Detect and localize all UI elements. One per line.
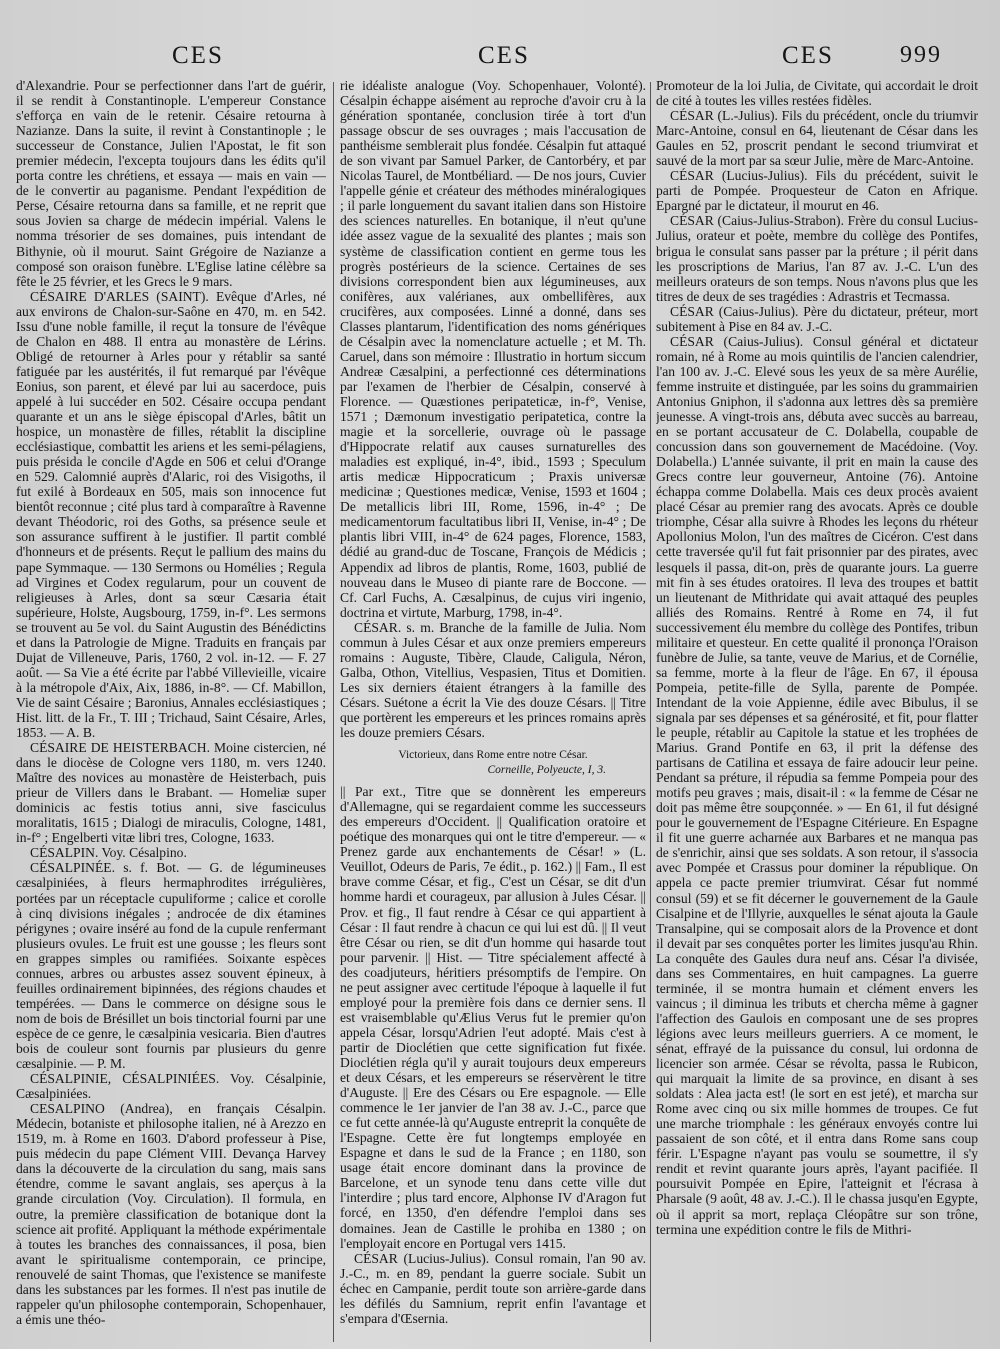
- entry-cesaire-d-arles: CÉSAIRE D'ARLES (SAINT). Evêque d'Arles, né aux environs de Chalon-sur-Saône en 470, m. en 542. Issu d'une noble famille, il reçut la tonsure de l'évêque de Chalon en 488. Il entra au monastère de Lérins. Obligé de retourner à Arles pour y rétablir sa santé fatiguée par les austérités, il fut remarqué par l'évêque Eonius, son parent, et élevé par lui au sacerdoce, puis appelé à lui succéder en 502. Césaire occupa pendant quarante et un ans le siège épiscopal d'Arles, bâtit un hospice, un monastère de filles, rétablit la discipline ecclésiastique, combattit les ariens et les semi-pélagiens, puis présida le concile d'Agde en 506 et celui d'Orange en 529. Calomnié auprès d'Alaric, roi des Visigoths, il fut exilé à Bordeaux en 505, mais son innocence fut bientôt reconnue ; cité plus tard à comparaître à Ravenne devant Théodoric, roi des Goths, sa présence seule et son assurance suffirent à le justifier. Il partit comblé d'honneurs et de présents. Reçut le pallium des mains du pape Symmaque. — 130 Sermons ou Homélies ; Regula ad Virgines et Codex regularum, pour un couvent de religieuses à Arles, dont sa sœur Cæsaria était supérieure, Holste, Augsbourg, 1759, in-f°. Les sermons se trouvent au 5e vol. du Saint Augustin des Bénédictins et dans la Patrologie de Migne. Traduits en français par Dujat de Villeneuve, Paris, 1760, 2 vol. in-12. — F. 27 août. — Sa Vie a été écrite par l'abbé Villevieille, vicaire à la métropole d'Aix, Aix, 1886, in-8°. — Cf. Mabillon, Vie de saint Césaire ; Baronius, Annales ecclésiastiques ; Hist. litt. de la Fr., T. III ; Trichaud, Saint Césaire, Arles, 1853. — A. B.: [16, 288, 326, 741]
- page-number: 999: [900, 42, 942, 68]
- text-column-1: [16, 78, 326, 1348]
- text-column-2: [340, 78, 646, 1348]
- quotation-source: Corneille, Polyeucte, I, 3.: [487, 764, 606, 777]
- entry-cesar-lucius-julius-son: CÉSAR (Lucius-Julius). Fils du précédent, suivit le parti de Pompée. Proquesteur de Caton en Afrique. Epargné par le dictateur, il mourut en 46.: [656, 168, 978, 214]
- entry-cesar-lucius-julius: CÉSAR (Lucius-Julius). Consul romain, l'an 90 av. J.-C., m. en 89, pendant la guerre sociale. Subit un échec en Campanie, perdit toute son arrière-garde dans les défilés du Samnium, reprit enfin l'avantage et s'empara d'Œsernia.: [340, 1250, 646, 1326]
- column-rule-left: [333, 82, 334, 1342]
- quotation-text: Victorieux, dans Rome entre notre César.: [398, 749, 588, 762]
- entry-cesar-caius-julius-strabon: CÉSAR (Caius-Julius-Strabon). Frère du consul Lucius-Julius, orateur et poète, membre du collège des Pontifes, brigua le consulat sans passer par la préture ; il périt dans les proscriptions de Marius, l'an 87 av. J.-C. L'un des meilleurs orateurs de son temps. Nous n'avons plus que les titres de deux de ses tragédies : Adrastris et Tecmassa.: [656, 213, 978, 304]
- paragraph-cesaire-continued: d'Alexandrie. Pour se perfectionner dans l'art de guérir, il se rendit à Constantinople. L'empereur Constance s'efforça en vain de le retenir. Césaire retourna à Nazianze. Dans la suite, il revint à Constantinople ; le successeur de Constance, Julien l'Apostat, le fit son premier médecin, l'excepta toujours dans les édits qu'il porta contre les chrétiens, et essaya — mais en vain — de le convertir au paganisme. Pendant l'expédition de Perse, Césaire retourna dans sa famille, et ne reprit que sous Jovien sa charge de médecin impérial. Valens le nomma trésorier de ses domaines, puis intendant de Bithynie, où il mourut. Saint Grégoire de Nazianze a composé son oraison funèbre. L'Eglise latine célèbre sa fête le 25 février, et les Grecs le 9 mars.: [16, 78, 326, 289]
- running-head-center: CES: [478, 42, 530, 69]
- text-column-3: [656, 78, 978, 1348]
- running-head-left: CES: [172, 42, 224, 69]
- paragraph-cesalpino-continued: rie idéaliste analogue (Voy. Schopenhauer, Volonté). Césalpin échappe aisément au reproche d'avoir cru à la génération spontanée, conclusion tirée à tort d'un passage obscur de ses ouvrages ; mais l'accusation de panthéisme semblerait plus fondée. Césalpin fut attaqué de son vivant par Samuel Parker, de Cantorbéry, et par Nicolas Taurel, de Montbéliard. — De nos jours, Cuvier l'appelle génie et créateur des méthodes minéralogiques ; il parle longuement du savant italien dans son Histoire des sciences naturelles. En botanique, il n'eut qu'une idée assez vague de la sexualité des plantes ; mais son système de classification contient en germe tous les progrès postérieurs de la science. Certaines de ses divisions correspondent bien aux légumineuses, aux conifères, aux valérianes, aux ombellifères, aux crucifères, aux composées. Linné a donné, dans ses Classes plantarum, l'identification des noms génériques de Césalpin avec la nomenclature actuelle ; et M. Th. Caruel, dans son mémoire : Illustratio in hortum siccum Andreæ Cæsalpini, a perfectionné ces déterminations par l'examen de l'herbier de Césalpin, conservé à Florence. — Quæstiones peripateticæ, in-f°, Venise, 1571 ; Dæmonum investigatio peripatetica, contre la magie et la sorcellerie, ouvrage où le passage d'Hippocrate relatif aux causes surnaturelles des maladies est expliqué, in-4°, ibid., 1593 ; Speculum artis medicæ Hippocraticum ; Praxis universæ medicinæ ; Questiones medicæ, Venise, 1593 et 1604 ; De metallicis libri III, Rome, 1596, in-4° ; De medicamentorum facultatibus libri II, Venise, in-4° ; De plantis libri VIII, in-4° de 624 pages, Florence, 1583, dédié au grand-duc de Toscane, François de Médicis ; Appendix ad libros de plantis, Rome, 1603, publié de nouveau dans le Museo di piante rare de Boccone. — Cf. Carl Fuchs, A. Cæsalpinus, de cujus viri ingenio, doctrina et virtute, Marburg, 1798, in-4°.: [340, 78, 646, 620]
- entry-cesar-l-julius: CÉSAR (L.-Julius). Fils du précédent, oncle du triumvir Marc-Antoine, consul en 64, lieutenant de César dans les Gaules en 52, proscrit pendant le second triumvirat et sauvé de la mort par sa sœur Julie, mère de Marc-Antoine.: [656, 108, 978, 169]
- column-rule-right: [650, 82, 651, 1342]
- running-head-right: CES: [782, 42, 834, 69]
- quotation-block: [340, 748, 646, 778]
- entry-cesaire-de-heisterbach: CÉSAIRE DE HEISTERBACH. Moine cistercien, né dans le diocèse de Cologne vers 1180, m. vers 1240. Maître des novices au monastère de Heisterbach, puis prieur de Villers dans le Brabant. — Homeliæ super dominicis ac festis totius anni, sive fasciculus moralitatis, 1615 ; Dialogi de miraculis, Cologne, 1481, in-f° ; Engelberti vitæ libri tres, Cologne, 1633.: [16, 740, 326, 846]
- running-head: [0, 42, 1000, 82]
- paragraph-cesar-continued: || Par ext., Titre que se donnèrent les empereurs d'Allemagne, qui se regardaient comme les successeurs des empereurs d'Occident. || Qualification oratoire et poétique des monarques qui ont le titre d'empereur. — « Prenez garde aux enchantements de César! » (L. Veuillot, Odeurs de Paris, 7e édit., p. 162.) || Fam., Il est brave comme César, et fig., C'est un César, se dit d'un homme hardi et courageux, par allusion à Jules César. || Prov. et fig., Il faut rendre à César ce qui appartient à César : Il faut rendre à chacun ce qui lui est dû. || Il veut être César ou rien, se dit d'un homme qui hasarde tout pour parvenir. || Hist. — Titre spécialement affecté à des coadjuteurs, héritiers présomptifs de l'empire. On ne peut assigner avec certitude l'époque à laquelle il fut employé pour la première fois dans ce dernier sens. Il est vraisemblable qu'Ælius Verus fut le premier qu'on appela César, lorsqu'Adrien l'eut adopté. Mais c'est à partir de Dioclétien que cette signification fut fixée. Dioclétien régla qu'il y aurait toujours deux empereurs et deux Césars, et les empereurs se réservèrent le titre d'Auguste. || Ere des Césars ou Ere espagnole. — Elle commence le 1er janvier de l'an 38 av. J.-C., parce que ce fut cette année-là qu'Auguste entreprit la conquête de l'Espagne. Cette ère fut longtemps employée en Espagne et dans le sud de la France ; en 1180, son usage était encore dominant dans la province de Barcelone, et un synode tenu dans cette ville dut l'interdire ; plus tard encore, Alphonse IV d'Aragon fut forcé, en 1350, d'en défendre l'emploi dans ses domaines. Jean de Castille le prohiba en 1380 ; on l'employait encore en Portugal vers 1415.: [340, 784, 646, 1251]
- entry-cesalpin: CÉSALPIN. Voy. Césalpino.: [30, 845, 187, 861]
- entry-cesar: CÉSAR. s. m. Branche de la famille de Julia. Nom commun à Jules César et aux onze premiers empereurs romains : Auguste, Tibère, Claude, Caligula, Néron, Galba, Othon, Vitellius, Vespasien, Titus et Domitien. Les six derniers étaient étrangers à la famille des Césars. Suétone a écrit la Vie des douze Césars. || Titre que portèrent les empereurs et les princes romains après les douze premiers Césars.: [340, 619, 646, 741]
- entry-cesar-caius-julius-father: CÉSAR (Caius-Julius). Père du dictateur, préteur, mort subitement à Pise en 84 av. J.-C.: [656, 303, 978, 334]
- entry-cesalpino: CESALPINO (Andrea), en français Césalpin. Médecin, botaniste et philosophe italien, né à Arezzo en 1519, m. à Rome en 1603. D'abord professeur à Pise, puis médecin du pape Clément VIII. Devança Harvey dans la découverte de la circulation du sang, mais sans étendre, comme le savant anglais, ses aperçus à la grande circulation (Voy. Circulation). Il formula, en outre, la première classification de botanique dont la science ait profité. Appliquant la méthode expérimentale à toutes les branches des connaissances, il posa, bien avant le spiritualisme contemporain, ce principe, renouvelé de saint Thomas, que l'existence se manifeste dans les substances par les formes. Il n'est pas inutile de rappeler qu'un philosophe contemporain, Schopenhauer, a émis une théo-: [16, 1101, 326, 1327]
- paragraph-lucius-continued: Promoteur de la loi Julia, de Civitate, qui accordait le droit de cité à toutes les villes restées fidèles.: [656, 78, 978, 109]
- entry-cesar-caius-julius-dictator: CÉSAR (Caius-Julius). Consul général et dictateur romain, né à Rome au mois quintilis de l'ancien calendrier, l'an 100 av. J.-C. Elevé sous les yeux de sa mère Aurélie, femme instruite et distinguée, par les soins du grammairien Antonius Gniphon, il s'adonna aux lettres dès sa première jeunesse. A vingt-trois ans, débuta avec succès au barreau, en se portant accusateur de C. Dolabella, coupable de concussion dans son gouvernement de Macédoine. (Voy. Dolabella.) L'année suivante, il prit en main la cause des Grecs contre leur gouverneur, Antoine (76). Antoine échappa comme Dolabella. Mais ces deux procès avaient placé César au premier rang des avocats. Après ce double triomphe, César alla suivre à Rhodes les leçons du rhéteur Apollonius Molon, l'un des maîtres de Cicéron. C'est dans cette traversée qu'il fut fait prisonnier par des pirates, avec lesquels il passa, dit-on, près de quarante jours. La guerre mit fin à ses études oratoires. Il leva des troupes et battit un lieutenant de Mithridate qui avait attaqué des peuples alliés des Romains. Rentré à Rome en 74, il fut successivement élu membre du collège des Pontifes, tribun militaire et questeur. En cette qualité il prononça l'Oraison funèbre de Julie, sa tante, veuve de Marius, et de Cornélie, sa femme, morte à la fleur de l'âge. En 67, il épousa Pompeia, petite-fille de Sylla, parente de Pompée. Intendant de la voie Appienne, édile avec Bibulus, il se signala par ses dépenses et sa générosité, et fit, pour flatter le peuple, rétablir au Capitole la statue et les trophées de Marius. Grand Pontife en 63, il prit la défense des partisans de Catilina et essaya de faire adoucir leur peine. Pendant sa préture, il répudia sa femme Pompeia pour des motifs peu graves ; mais, disait-il : « la femme de César ne doit pas même être soupçonnée. » — En 61, il fut désigné pour le gouvernement de l'Espagne Citérieure. En Espagne il fit une guerre acharnée aux Barbares et ne manqua pas de s'enrichir, ainsi que ses soldats. A son retour, il s'associa avec Pompée et Crassus pour dominer la république. On appela ce pacte premier triumvirat. César fut nommé consul (59) et se fit décerner le gouvernement de la Gaule Cisalpine et de l'Illyrie, auxquelles le sénat ajouta la Gaule Transalpine, qui se composait alors de la Provence et dont il devait par ses conquêtes porter les limites jusqu'au Rhin. La conquête des Gaules dura neuf ans. César l'a divisée, dans ses Commentaires, en huit campagnes. La guerre terminée, il se montra humain et clément envers les vaincus ; il diminua les tributs et chercha même à gagner l'affection des Gaulois en composant une de ses propres légions avec leurs meilleurs guerriers. A ce moment, le sénat, effrayé de la puissance du consul, lui ordonna de licencier son armée. César se révolta, passa le Rubicon, qui marquait la limite de sa province, en disant à ses soldats : Alea jacta est! (le sort en est jeté), et marcha sur Rome avec cinq ou six mille hommes de troupes. Ce fut une marche triomphale : les généraux envoyés contre lui passaient de son côté, et il entra dans Rome sans coup férir. L'Espagne n'ayant pas voulu se soumettre, il s'y rendit et revint quarante jours après, l'ayant pacifiée. Il poursuivit Pompée en Epire, l'atteignit et l'écrasa à Pharsale (9 août, 48 av. J.-C.). Il le chassa jusqu'en Egypte, où il apprit sa mort, replaça Cléopâtre sur son trône, termina une expédition contre le fils de Mithri-: [656, 333, 978, 1237]
- entry-cesalpinie: CÉSALPINIE, CÉSALPINIÉES. Voy. Césalpinie, Cæsalpiniées.: [16, 1071, 326, 1102]
- entry-cesalpinee: CÉSALPINÉE. s. f. Bot. — G. de légumineuses cæsalpiniées, à fleurs hermaphrodites irrégulières, portées par un réceptacle cupuliforme ; calice et corolle à cinq divisions inégales ; androcée de dix étamines périgynes ; ovaire inséré au fond de la cupule renfermant plusieurs ovules. Le fruit est une gousse ; les fleurs sont en grappes simples ou ramifiées. Soixante espèces connues, arbres ou arbustes assez souvent épineux, à feuilles ordinairement bipinnées, des régions chaudes et tempérées. — Dans le commerce on désigne sous le nom de bois de Brésillet un bois tinctorial fourni par une espèce de ce genre, le cæsalpinia vesicaria. Bien d'autres bois de couleur sont fournis par plusieurs du genre cæsalpinie. — P. M.: [16, 860, 326, 1072]
